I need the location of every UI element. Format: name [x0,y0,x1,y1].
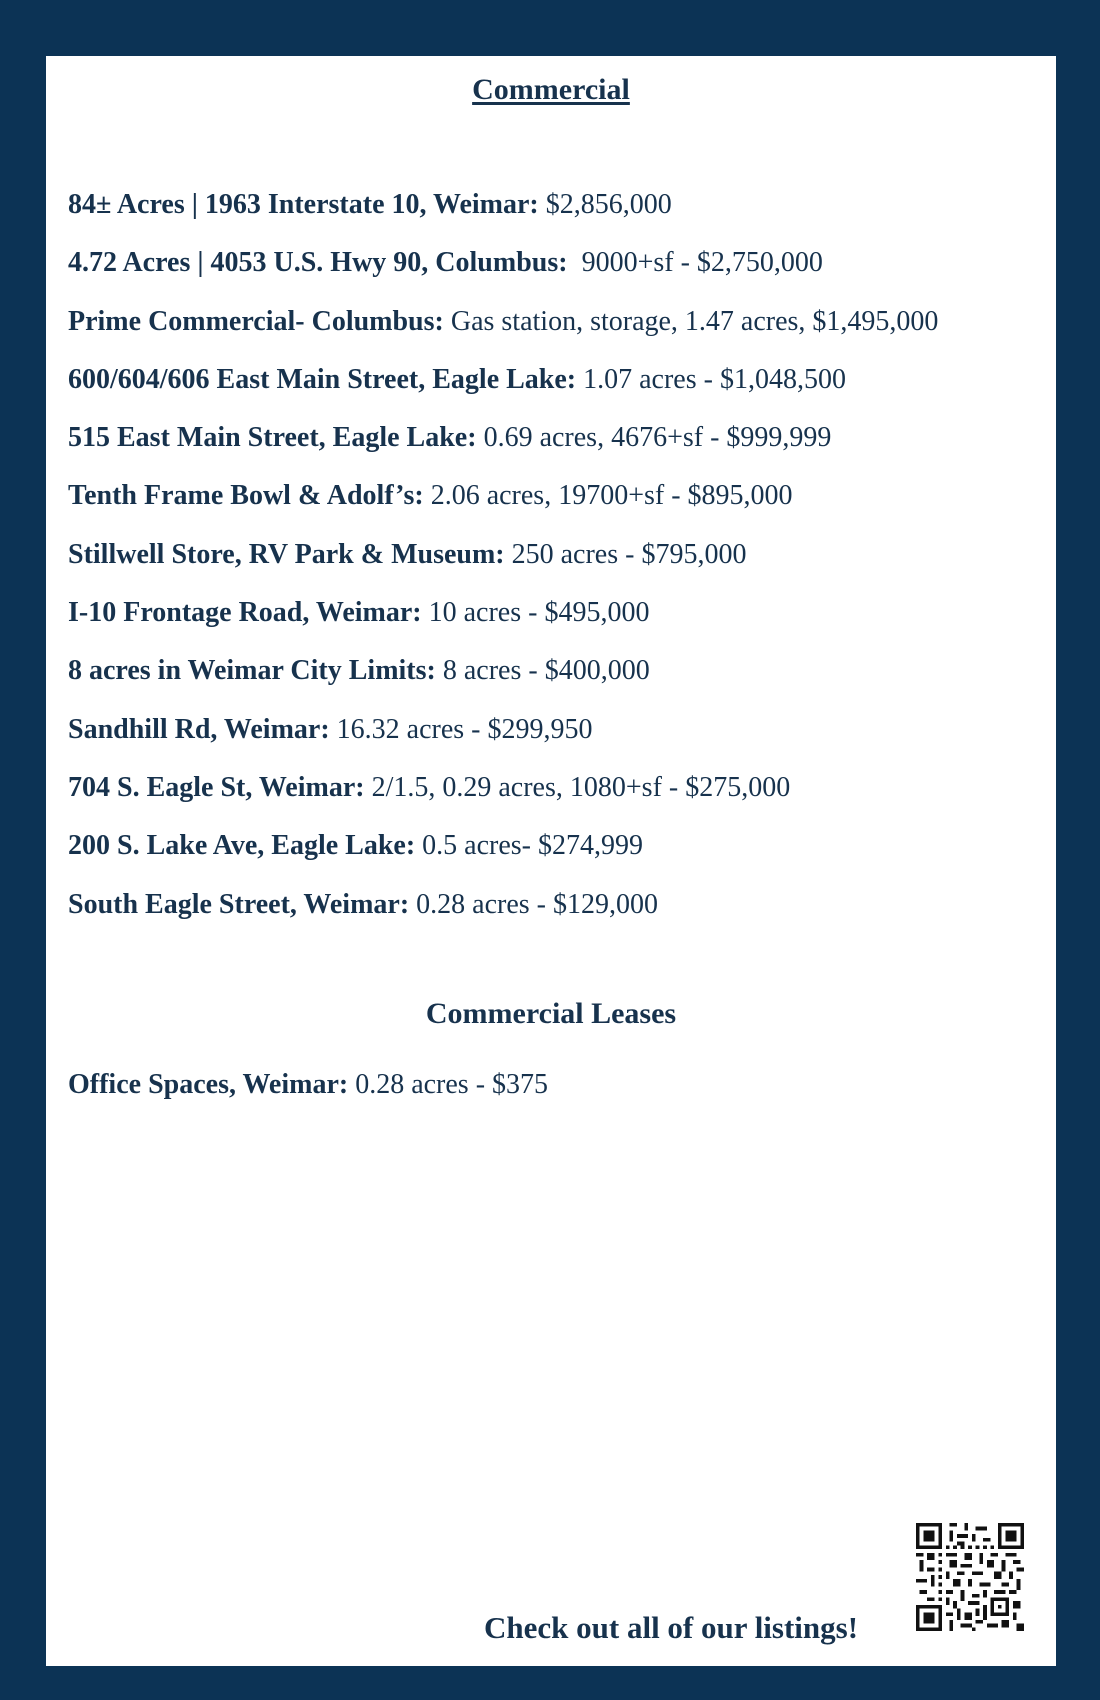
listing-name: I-10 Frontage Road, Weimar: [68,597,422,629]
listing-item [68,701,1048,759]
listing-name: 600/604/606 East Main Street, Eagle Lake: [68,363,577,395]
listing-detail: 0.69 acres, 4676+sf - $999,999 [483,422,832,454]
listing-name: 704 S. Eagle St, Weimar: [68,771,365,803]
qr-code-icon[interactable] [916,1523,1024,1631]
commercial-leases-heading: Commercial Leases [425,997,677,1030]
listing-item [68,409,1048,467]
listing-detail: 9000+sf - $2,750,000 [567,247,823,279]
listing-name: Prime Commercial- Columbus: [68,305,444,337]
listing-detail: 10 acres - $495,000 [428,597,650,629]
listing-name: 200 S. Lake Ave, Eagle Lake: [68,830,416,862]
listing-item [68,759,1048,817]
listing-detail: $2,856,000 [538,189,672,220]
listing-item [68,642,1048,700]
listing-name: 8 acres in Weimar City Limits: [68,655,436,687]
listing-item [68,176,1048,234]
listing-item [68,293,1048,351]
listing-name: Stillwell Store, RV Park & Museum: [68,538,505,570]
listing-detail: 0.5 acres- $274,999 [422,830,643,862]
listing-name: South Eagle Street, Weimar: [68,888,410,920]
listing-item [68,1056,1048,1114]
listing-name: Office Spaces, Weimar: [68,1069,349,1100]
listing-item [68,234,1048,292]
listing-detail: 16.32 acres - $299,950 [336,713,593,745]
listing-detail: 0.28 acres - $129,000 [416,888,658,920]
listing-item [68,876,1048,934]
listing-name: Sandhill Rd, Weimar: [68,713,330,745]
listing-detail: 2/1.5, 0.29 acres, 1080+sf - $275,000 [371,771,791,803]
lease-listings [68,1056,1048,1114]
listing-detail: 1.07 acres - $1,048,500 [583,363,846,395]
listings-call-to-action: Check out all of our listings! [484,1610,859,1645]
listing-item [68,467,1048,525]
listing-detail: 8 acres - $400,000 [442,655,650,687]
listing-item [68,351,1048,409]
listing-item [68,584,1048,642]
commercial-heading: Commercial [472,73,630,106]
listing-sheet [46,56,1056,1666]
listing-detail: Gas station, storage, 1.47 acres, $1,495,000 [450,305,939,337]
listing-name: 4.72 Acres | 4053 U.S. Hwy 90, Columbus: [68,247,568,279]
listing-name: 515 East Main Street, Eagle Lake: [68,422,477,454]
listing-detail: 250 acres - $795,000 [511,538,747,570]
listing-item [68,817,1048,875]
listing-name: 84± Acres | 1963 Interstate 10, Weimar: [68,189,539,220]
listing-item [68,526,1048,584]
listing-detail: 2.06 acres, 19700+sf - $895,000 [430,480,793,512]
listing-name: Tenth Frame Bowl & Adolf’s: [68,480,424,512]
commercial-listings [68,176,1048,934]
listing-detail: 0.28 acres - $375 [355,1069,549,1100]
